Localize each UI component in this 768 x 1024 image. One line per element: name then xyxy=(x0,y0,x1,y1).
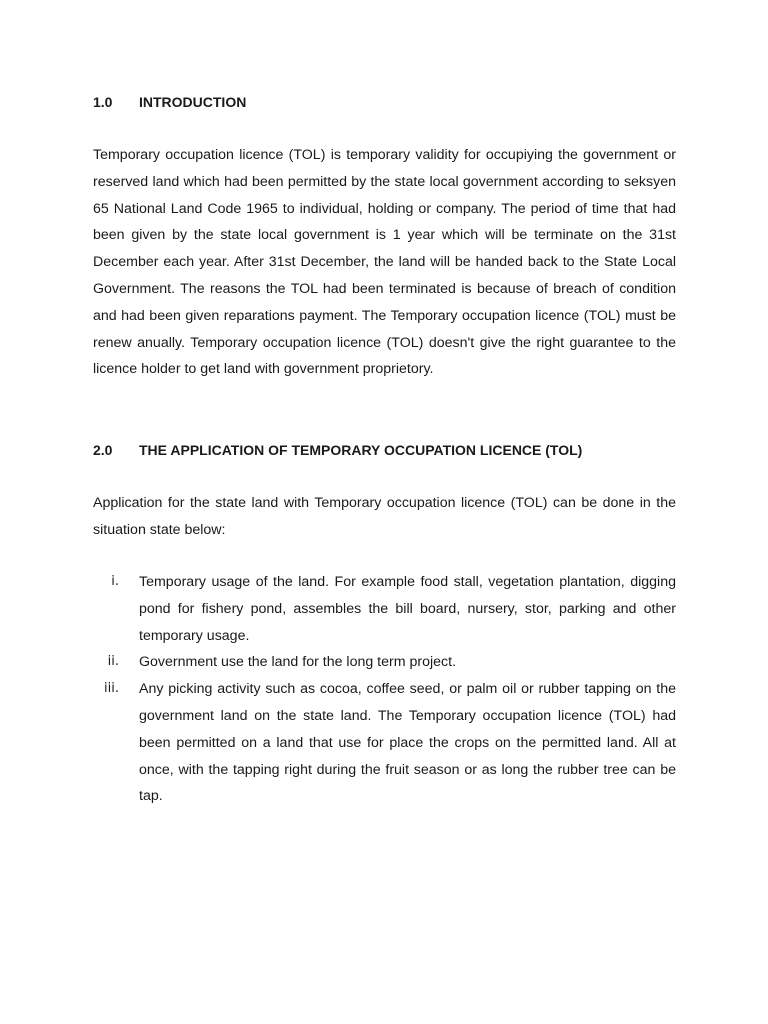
list-item-text: Temporary usage of the land. For example food stall, vegetation plantation, digging pond for fishery pond, assembles the bill board, nursery, stor, parking and other temporary usage. xyxy=(139,574,676,644)
section-1-heading xyxy=(93,94,676,110)
list-item-text: Any picking activity such as cocoa, coffee seed, or palm oil or rubber tapping on the government land on the state land. The Temporary occupation licence (TOL) had been permitted on a land that use for place the crops on the permitted land. All at once, with the tapping right during the fruit season or as long the rubber tree can be tap. xyxy=(139,681,676,805)
list-marker: iii. xyxy=(104,681,119,697)
application-situations-list xyxy=(93,569,676,810)
section-1-title: INTRODUCTION xyxy=(139,94,247,110)
section-2-number: 2.0 xyxy=(93,442,113,458)
list-marker: ii. xyxy=(107,654,119,670)
list-item xyxy=(93,676,676,810)
section-2-heading xyxy=(93,442,676,458)
section-1-paragraph: Temporary occupation licence (TOL) is temporary validity for occupiying the government or reserved land which had been permitted by the state local government according to seksyen 65 National Land Code 1965 to individual, holding or company. The period of time that had been given by the state local government is 1 year which will be terminate on the 31st December each year. After 31st December, the land will be handed back to the State Local Government. The reasons the TOL had been terminated is because of breach of condition and had been given reparations payment. The Temporary occupation licence (TOL) must be renew anually. Temporary occupation licence (TOL) doesn't give the right guarantee to the licence holder to get land with government proprietory. xyxy=(93,147,676,378)
section-2-intro: Application for the state land with Temporary occupation licence (TOL) can be done in the situation state below: xyxy=(93,495,676,538)
section-1-number: 1.0 xyxy=(93,94,113,110)
list-marker: i. xyxy=(111,574,119,589)
list-item-text: Government use the land for the long term project. xyxy=(139,654,457,671)
list-item xyxy=(93,569,676,649)
list-item xyxy=(93,649,676,676)
section-2-title: THE APPLICATION OF TEMPORARY OCCUPATION LICENCE (TOL) xyxy=(139,442,583,458)
